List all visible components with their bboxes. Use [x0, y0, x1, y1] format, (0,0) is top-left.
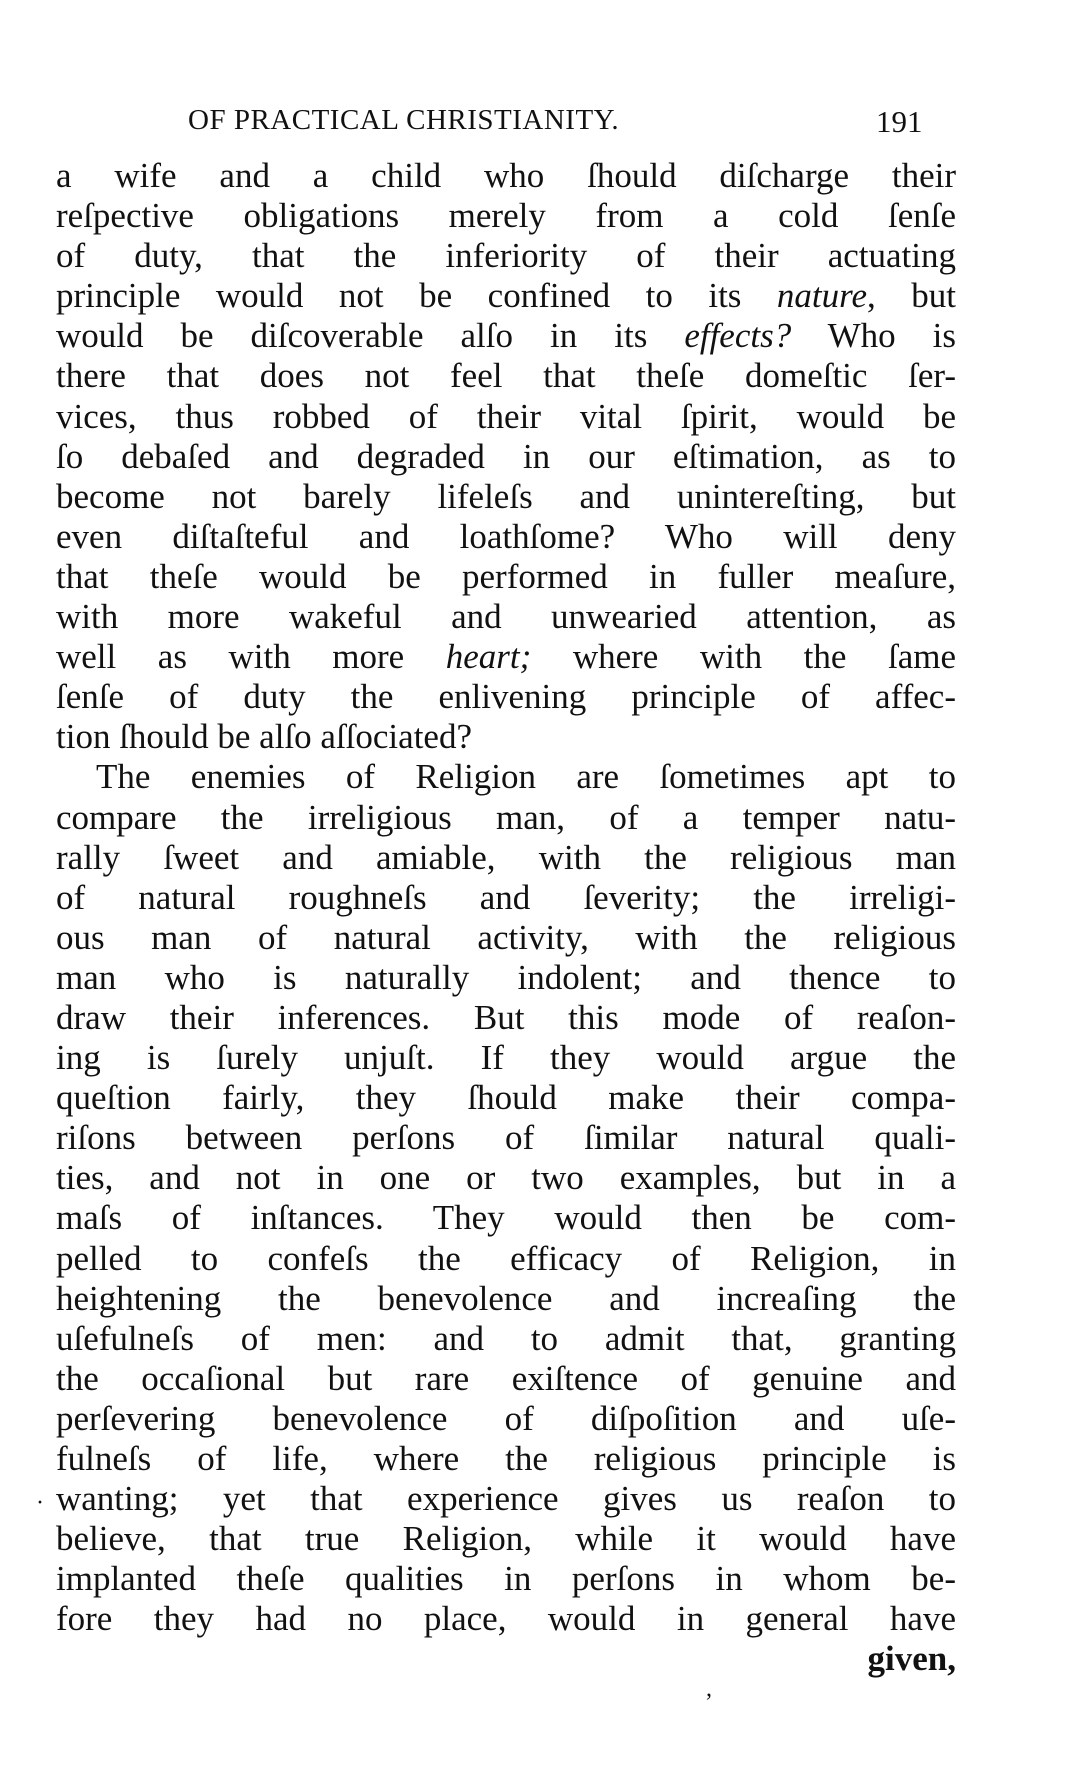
text-line [56, 958, 956, 998]
text-segment: uſefulneſs of men: and to admit that, granting [56, 1318, 956, 1358]
text-segment: The enemies of Religion are ſometimes apt to [96, 757, 956, 797]
running-title: OF PRACTICAL CHRISTIANITY. [188, 104, 620, 136]
text-segment: Who is [791, 316, 956, 356]
text-line [56, 677, 956, 717]
text-line [56, 236, 956, 276]
page-number: 191 [876, 104, 923, 139]
text-line [56, 798, 956, 838]
text-segment: would be diſcoverable alſo in its [56, 316, 685, 356]
text-line [56, 838, 956, 878]
text-line [56, 878, 956, 918]
text-line [56, 1118, 956, 1158]
italic-text: effects? [684, 316, 792, 356]
text-line [56, 1639, 956, 1679]
stray-ink-mark: , [706, 1676, 712, 1702]
text-segment: perſevering benevolence of diſpoſition and uſe- [56, 1398, 956, 1438]
text-line [56, 1038, 956, 1078]
text-line [56, 1439, 956, 1479]
text-segment: believe, that true Religion, while it would have [56, 1519, 956, 1559]
text-segment: compare the irreligious man, of a temper natu- [56, 797, 956, 837]
text-segment: wanting; yet that experience gives us reaſon to [56, 1479, 956, 1519]
text-segment: become not barely lifeleſs and unintereſting, but [56, 476, 956, 516]
text-segment: the occaſional but rare exiſtence of genuine and [56, 1358, 956, 1398]
text-line [56, 1198, 956, 1238]
italic-text: heart; [445, 637, 532, 677]
text-segment: heightening the benevolence and increaſing the [56, 1278, 956, 1318]
text-segment: where with the ſame [531, 637, 956, 677]
text-segment: vices, thus robbed of their vital ſpirit, would be [56, 396, 956, 436]
text-line [56, 1599, 956, 1639]
text-line [56, 477, 956, 517]
text-line [56, 1479, 956, 1519]
text-line [56, 276, 956, 316]
text-segment: that theſe would be performed in fuller meaſure, [56, 556, 956, 596]
text-line [56, 1239, 956, 1279]
text-line [56, 1399, 956, 1439]
text-segment: , but [867, 276, 956, 316]
text-segment: well as with more [56, 637, 446, 677]
italic-text: nature [776, 276, 868, 316]
text-segment: draw their inferences. But this mode of reaſon- [56, 997, 956, 1037]
text-segment: given, [867, 1639, 956, 1679]
text-segment: fore they had no place, would in general have [56, 1599, 956, 1639]
text-segment: implanted theſe qualities in perſons in whom be- [56, 1559, 956, 1599]
text-line [56, 757, 956, 797]
text-segment: rally ſweet and amiable, with the religious man [56, 837, 956, 877]
text-line [56, 1319, 956, 1359]
body-text [56, 156, 956, 1680]
text-line [56, 637, 956, 677]
text-segment: ties, and not in one or two examples, but in a [56, 1158, 956, 1198]
text-segment: of natural roughneſs and ſeverity; the irreligi- [56, 877, 956, 917]
text-segment: ous man of natural activity, with the religious [56, 917, 956, 957]
text-segment: principle would not be confined to its [56, 276, 777, 316]
text-line [56, 557, 956, 597]
text-segment: queſtion fairly, they ſhould make their compa- [56, 1078, 956, 1118]
text-segment: even diſtaſteful and loathſome? Who will deny [56, 516, 956, 556]
stray-ink-dot: · [36, 1490, 44, 1516]
text-line [56, 397, 956, 437]
text-segment: ſo debaſed and degraded in our eſtimation, as to [56, 436, 956, 476]
text-line [56, 316, 956, 356]
text-segment: maſs of inſtances. They would then be com- [56, 1198, 956, 1238]
text-segment: man who is naturally indolent; and thence to [56, 957, 956, 997]
text-line [56, 918, 956, 958]
text-line [56, 998, 956, 1038]
text-line [56, 156, 956, 196]
text-line [56, 597, 956, 637]
text-line [56, 1279, 956, 1319]
text-line [56, 517, 956, 557]
text-line [56, 196, 956, 236]
text-segment: with more wakeful and unwearied attention, as [56, 597, 956, 637]
text-segment: reſpective obligations merely from a cold ſenſe [56, 196, 956, 236]
text-segment: a wife and a child who ſhould diſcharge their [56, 156, 956, 195]
text-line [56, 437, 956, 477]
text-segment: ing is ſurely unjuſt. If they would argue the [56, 1038, 956, 1078]
text-segment: fulneſs of life, where the religious principle is [56, 1439, 956, 1478]
text-line [56, 717, 956, 757]
text-line [56, 1559, 956, 1599]
page-header [0, 104, 1088, 144]
text-segment: of duty, that the inferiority of their actuating [56, 236, 956, 276]
text-segment: there that does not feel that theſe domeſtic ſer- [56, 356, 956, 396]
text-segment: tion ſhould be alſo aſſociated? [56, 717, 472, 757]
text-segment: riſons between perſons of ſimilar natural quali- [56, 1118, 956, 1158]
text-line [56, 356, 956, 396]
text-line [56, 1078, 956, 1118]
text-segment: pelled to confeſs the efficacy of Religion, in [56, 1238, 956, 1278]
text-segment: ſenſe of duty the enlivening principle of affec- [56, 677, 956, 717]
text-line [56, 1158, 956, 1198]
text-line [56, 1519, 956, 1559]
text-line [56, 1359, 956, 1399]
